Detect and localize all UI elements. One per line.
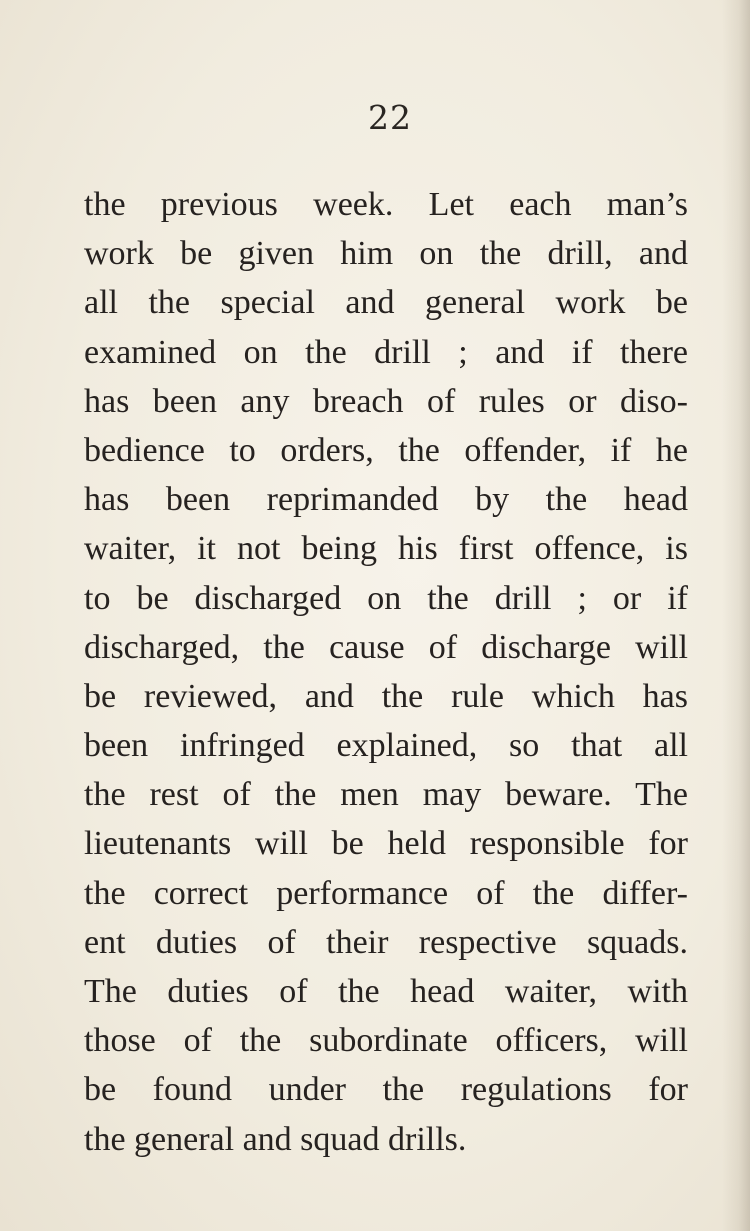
text-line: the rest of the men may beware. The [84,776,688,814]
text-line: all the special and general work be [84,284,688,322]
text-line: been infringed explained, so that all [84,727,688,765]
text-line: work be given him on the drill, and [84,235,688,273]
body-text [84,180,688,1164]
text-line: the correct performance of the differ- [84,874,688,912]
text-line: discharged, the cause of discharge will [84,628,688,666]
text-line: the previous week. Let each man’s [84,186,688,223]
text-line: has been any breach of rules or diso- [84,382,688,420]
text-line: The duties of the head waiter, with [84,973,688,1010]
text-line: has been reprimanded by the head [84,481,688,519]
text-line: lieutenants will be held responsible for [84,825,688,863]
text-line: be found under the regulations for [84,1071,688,1109]
text-line: to be discharged on the drill ; or if [84,579,688,617]
text-line: ent duties of their respective squads. [84,923,688,961]
page-number: 22 [368,98,412,137]
text-line: waiter, it not being his first offence, is [84,530,688,568]
text-line: the general and squad drills. [84,1120,467,1158]
page-edge-shadow [722,0,750,1231]
text-line: be reviewed, and the rule which has [84,677,688,715]
text-line: examined on the drill ; and if there [84,333,688,371]
text-line: bedience to orders, the offender, if he [84,431,688,469]
text-line: those of the subordinate officers, will [84,1022,688,1060]
